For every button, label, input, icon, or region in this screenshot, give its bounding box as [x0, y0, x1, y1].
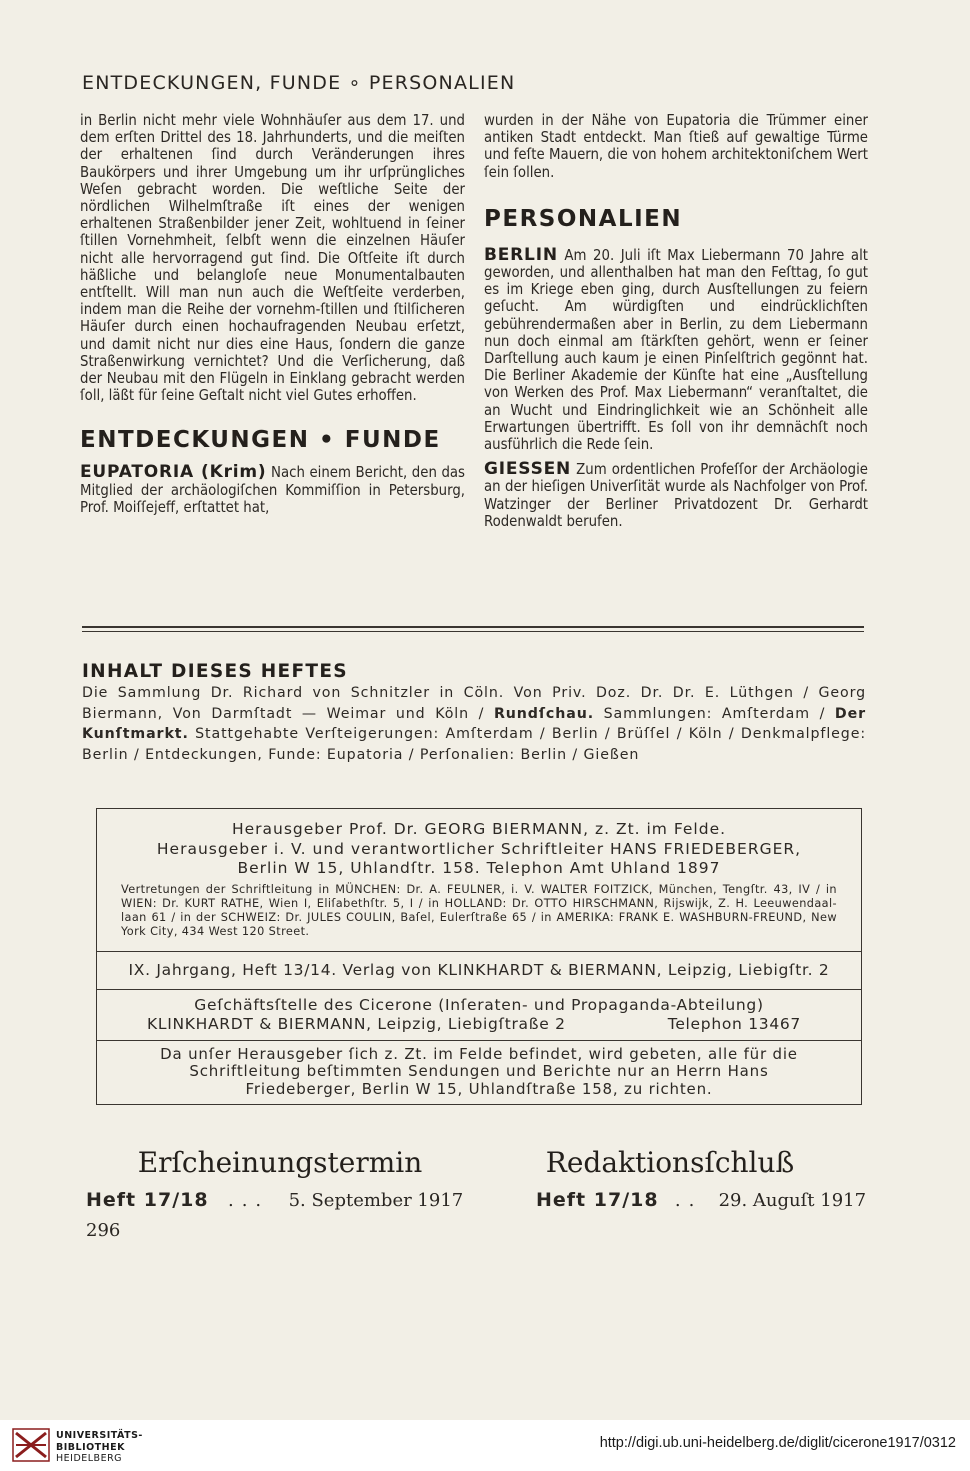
page-number: 296 [86, 1220, 121, 1241]
eupatoria-entry [80, 464, 465, 516]
contents-title: INHALT DIESES HEFTES [82, 661, 348, 682]
contents-list [82, 683, 866, 765]
berlin-label: BERLIN [484, 244, 558, 265]
giessen-entry [484, 461, 868, 530]
appearance-heading: Erſcheinungstermin [137, 1146, 423, 1179]
office-line-2: KLINKHARDT & BIERMANN, Leipzig, Liebigſtraße 2 [147, 1014, 566, 1033]
library-name [56, 1430, 143, 1465]
eupatoria-text: Nach einem Bericht, den das Mitglied der archäologiſchen Kommiſſion in Petersburg, Prof. Moiſſejeff, erſtattet hat, [80, 464, 465, 516]
office-line-2-row [97, 1015, 861, 1034]
appearance-issue: Heft 17/18 [86, 1189, 209, 1211]
left-column [80, 112, 465, 516]
appearance-line [80, 1189, 480, 1211]
appearance-date: 5. September 1917 [288, 1190, 464, 1211]
running-head: ENTDECKUNGEN, FUNDE ∘ PERSONALIEN [82, 72, 516, 94]
office-line-1: Geſchäftsſtelle des Cicerone (Inſeraten- und Propaganda-Abteilung) [194, 995, 764, 1014]
deadline-line [470, 1189, 870, 1211]
deadline-issue: Heft 17/18 [536, 1189, 659, 1211]
contents-kunstmarkt: Der Kunſtmarkt. [82, 705, 866, 742]
appearance-date-block [80, 1146, 480, 1211]
library-name-line-1: UNIVERSITÄTS- [56, 1430, 143, 1441]
address-line: Berlin W 15, Uhlandſtr. 158. Telephon Amt Uhland 1897 [237, 859, 721, 877]
digitization-footer [0, 1420, 970, 1471]
section-heading-entdeckungen: ENTDECKUNGEN • FUNDE [80, 427, 441, 454]
deadline-heading: Redaktionsſchluß [545, 1146, 795, 1179]
section-heading-personalien: PERSONALIEN [484, 205, 683, 232]
editorial-note: Da unſer Herausgeber ſich z. Zt. im Felde befindet, wird gebeten, alle für die Schriftleitung beſtimmten Sendungen und Berichte nur an Herrn Hans Friedeberger, Berlin W 15, Uhlandſtraße 158, zu richten. [160, 1044, 798, 1098]
volume-line: IX. Jahrgang, Heft 13/14. Verlag von KLINKHARDT & BIERMANN, Leipzig, Liebigſtr. 2 [128, 960, 830, 979]
editor-line: Herausgeber i. V. und verantwortlicher Schriftleiter HANS FRIEDEBERGER, [156, 839, 802, 858]
publisher-line: Herausgeber Prof. Dr. GEORG BIERMANN, z. Zt. im Felde. [231, 820, 727, 838]
library-name-line-2: BIBLIOTHEK [56, 1441, 125, 1453]
contents-part-1: Die Sammlung Dr. Richard von Schnitzler in Cöln. Von Priv. Doz. Dr. Dr. E. Lüthgen / Georg Biermann, Von Darmſtadt — Weimar und Köln / [82, 685, 866, 722]
business-office [97, 990, 861, 1040]
office-phone: Telephon 13467 [667, 1014, 801, 1033]
berlin-entry [484, 244, 868, 454]
library-name-line-3: HEIDELBERG [56, 1453, 123, 1464]
imprint-box [96, 808, 862, 1105]
contents-rundschau: Rundſchau. [493, 705, 594, 722]
right-column [484, 112, 868, 530]
berlin-text: Am 20. Juli iſt Max Liebermann 70 Jahre alt geworden, und allenthalben hat man den Feſttag, ſo gut es im Kriege eben ging, durch Ausſtellungen zu feiern geſucht. Am würdigſten und eindrücklichſten gebührendermaßen aber in Berlin, zu dem Liebermann nun doch einmal am ſtärkſten gehört, wenn er ſeiner Darſtellung auch kaum je einen Pinſelſtrich gegönnt hat. Die Berliner Akademie der Künſte hat eine „Ausſtellung von Werken des Prof. Max Liebermann“ veranſtaltet, die an Wucht und Eindringlichkeit wie an Schönheit alle Erwartungen übertrifft. Es ſoll von ihr demnächſt noch ausführlich die Rede ſein. [484, 246, 868, 454]
eupatoria-continued-text: wurden in der Nähe von Eupatoria die Trümmer einer antiken Stadt entdeckt. Man ſtieß auf gewaltige Türme und feſte Mauern, die von hohem architektoniſchem Wert ſein ſollen. [484, 112, 868, 181]
imprint-editors [97, 809, 861, 879]
library-logo-icon [12, 1428, 50, 1462]
representatives-text: Vertretungen der Schriftleitung in MÜNCHEN: Dr. A. FEULNER, i. V. WALTER FOITZICK, München, Tengſtr. 43, IV / in WIEN: Dr. KURT RATHE, Wien I, Eliſabethſtr. 5, I / in HOLLAND: Dr. OTTO HIRSCHMANN, Rijswijk, Z. H. Leeuwendaal-laan 61 / in der SCHWEIZ: Dr. JULES COULIN, Baſel, Eulerſtraße 65 / in AMERIKA: FRANK E. WASHBURN-FREUND, New York City, 434 West 120 Street. [121, 882, 837, 938]
leader-dots: ... [227, 1190, 270, 1211]
continued-article-text: in Berlin nicht mehr viele Wohnhäuſer aus dem 17. und dem erſten Drittel des 18. Jahrhunderts, und die meiſten der erhaltenen ſind durch Veränderungen ihres Baukörpers und ihrer Umgebung um ihr urſprüngliches Weſen gebracht worden. Die weſtliche Seite der nördlichen Wilhelmſtraße iſt eines der wenigen erhaltenen Straßenbilder jener Zeit, wohltuend in ſeiner ſtillen Vornehmheit, ſelbſt wenn die einzelnen Häuſer nicht alle hervorragend gut ſind. Die Oſtſeite iſt durch häßliche und belangloſe neue Monumentalbauten entſtellt. Will man nun auch die Weſtſeite verderben, indem man die Reihe der vornehm-ſtillen und ſtilſicheren Häuſer durch einen hochaufragenden Neubau erſetzt, und damit nicht nur dies eine Haus, ſondern die ganze Straßenwirkung vernichtet? Und die Verſicherung, daß der Neubau mit den Flügeln in Einklang gebracht werden ſoll, läßt für ſeine Geſtalt nicht viel Gutes erhoffen. [80, 112, 465, 405]
contents-part-3: Stattgehabte Verſteigerungen: Amſterdam / Berlin / Brüſſel / Köln / Denkmalpflege: Berlin / Entdeckungen, Funde: Eupatoria / Perſonalien: Berlin / Gießen [82, 726, 866, 763]
giessen-label: GIESSEN [484, 459, 572, 480]
giessen-text: Zum ordentlichen Profeſſor der Archäologie an der hieſigen Univerſität wurde als Nachfolger von Prof. Watzinger der Berliner Privatdozent Dr. Gerhardt Rodenwaldt berufen. [484, 461, 868, 530]
deadline-date: 29. Auguſt 1917 [718, 1190, 867, 1211]
contents-part-2: Sammlungen: Amſterdam / [593, 705, 835, 722]
deadline-date-block [470, 1146, 870, 1211]
leader-dots: .. [674, 1190, 703, 1211]
double-rule-divider [82, 626, 864, 632]
source-url-link[interactable]: http://digi.ub.uni-heidelberg.de/diglit/cicerone1917/0312 [599, 1435, 956, 1451]
eupatoria-label: EUPATORIA (Krim) [80, 462, 267, 483]
